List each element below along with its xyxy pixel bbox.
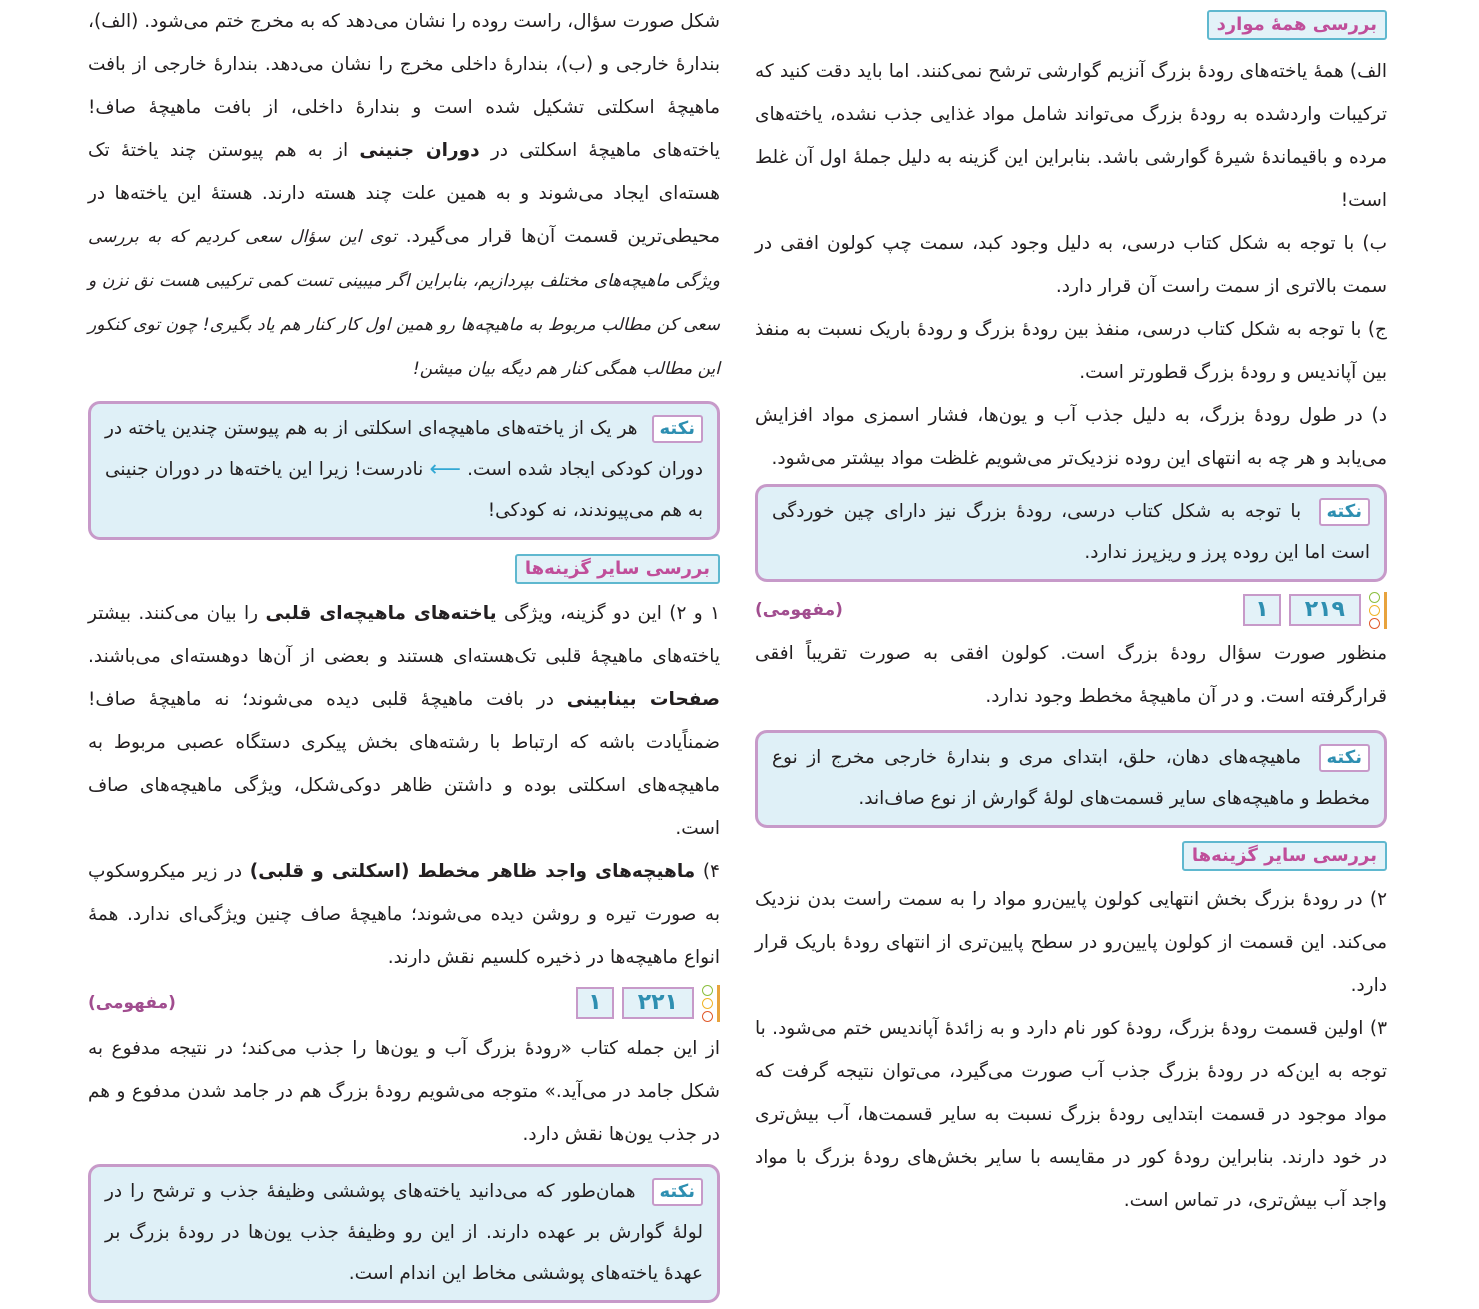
paragraph-be: ب) با توجه به شکل کتاب درسی، به دلیل وجود کبد، سمت چپ کولون افقی در سمت بالاتری از سمت راست آن قرار دارد.: [755, 233, 1387, 297]
note-tag: نکته: [1319, 498, 1371, 526]
section-heading-other-options: بررسی سایر گزینه‌ها: [515, 554, 720, 584]
note-box: [755, 730, 1387, 828]
note-tag: نکته: [652, 1178, 704, 1206]
section-heading-all-items: بررسی همهٔ موارد: [1207, 10, 1387, 40]
question-number: ۲۱۹: [1289, 594, 1361, 626]
paragraph-option-2: ۲) در رودهٔ بزرگ بخش انتهایی کولون پایین‌رو مواد را به سمت راست بدن نزدیک می‌کند. این قسمت از کولون پایین‌رو در سطح پایین‌تری از انتهای رودهٔ باریک قرار دارد.: [755, 889, 1387, 996]
paragraph-jim: ج) با توجه به شکل کتاب درسی، منفذ بین رودهٔ بزرگ و رودهٔ باریک نسبت به منفذ بین آپاندیس و رودهٔ بزرگ قطورتر است.: [755, 319, 1387, 383]
note-box: [755, 484, 1387, 582]
note-tag: نکته: [1319, 744, 1371, 772]
question-header: [88, 979, 720, 1027]
paragraph-dal: د) در طول رودهٔ بزرگ، به دلیل جذب آب و یون‌ها، فشار اسمزی مواد افزایش می‌یابد و هر چه به انتهای این روده نزدیک‌تر می‌شویم غلظت مواد بیشتر می‌شود.: [755, 405, 1387, 469]
note-box: [88, 401, 720, 540]
question-type: (مفهومی): [755, 600, 843, 620]
section-heading-wrap: [88, 546, 720, 592]
note-text: ماهیچه‌های دهان، حلق، ابتدای مری و بندارهٔ خارجی مخرج از نوع مخطط و ماهیچه‌های سایر قسمت‌های لولهٔ گوارش از نوع صاف‌اند.: [772, 747, 1370, 809]
note-tag: نکته: [652, 415, 704, 443]
note-text: هر یک از یاخته‌های ماهیچه‌ای اسکلتی از به هم پیوستن چندین یاخته در دوران کودکی ایجاد شده است.: [105, 418, 703, 480]
paragraph-alef: الف) همهٔ یاخته‌های رودهٔ بزرگ آنزیم گوارشی ترشح نمی‌کنند. اما باید دقت کنید که ترکیبات واردشده به رودهٔ بزرگ می‌تواند شامل مواد غذایی جذب نشده، یاخته‌های مرده و باقیماندهٔ شیرهٔ گوارشی باشد. بنابراین این گزینه به دلیل جملهٔ اول آن غلط است!: [755, 61, 1387, 211]
difficulty-faces-icon: [1369, 592, 1387, 629]
answer-option: ۱: [1243, 594, 1280, 626]
section-heading-wrap: [755, 0, 1387, 50]
section-heading-wrap: [755, 834, 1387, 878]
note-text: همان‌طور که می‌دانید یاخته‌های پوششی وظیفهٔ جذب و ترشح را در لولهٔ گوارش بر عهده دارند. از این رو وظیفهٔ جذب یون‌ها در رودهٔ بزرگ بر عهدهٔ یاخته‌های پوششی مخاط این اندام است.: [105, 1181, 703, 1284]
question-number: ۲۲۱: [622, 987, 694, 1019]
paragraph-answer: منظور صورت سؤال رودهٔ بزرگ است. کولون افقی به صورت تقریباً افقی قرارگرفته است. و در آن ماهیچهٔ مخطط وجود ندارد.: [755, 643, 1387, 707]
right-column: [755, 0, 1387, 1222]
paragraph-option-4: ۴) ماهیچه‌های واجد ظاهر مخطط (اسکلتی و قلبی) در زیر میکروسکوپ به صورت تیره و روشن دیده می‌شوند؛ ماهیچهٔ صاف چنین ویژگی‌ای ندارد. همهٔ انواع ماهیچه‌ها در ذخیره کلسیم نقش دارند.: [88, 861, 720, 968]
left-column: [88, 0, 720, 1309]
paragraph-answer: از این جمله کتاب «رودهٔ بزرگ آب و یون‌ها را جذب می‌کند؛ در نتیجه مدفوع به شکل جامد در می‌آید.» متوجه می‌شویم رودهٔ بزرگ هم در جامد شدن مدفوع و هم در جذب یون‌ها نقش دارد.: [88, 1038, 720, 1145]
paragraph-options-1-2: ۱ و ۲) این دو گزینه، ویژگی یاخته‌های ماهیچه‌ای قلبی را بیان می‌کنند. بیشتر یاخته‌های ماهیچهٔ قلبی تک‌هسته‌ای هستند و بعضی از آن‌ها دوهسته‌ای می‌باشند. صفحات بینابینی در بافت ماهیچهٔ قلبی دیده می‌شوند؛ نه ماهیچهٔ صاف! ضمناًیادت باشه که ارتباط با رشته‌های بخش پیکری دستگاه عصبی مربوط به ماهیچه‌های اسکلتی بوده و داشتن ظاهر دوکی‌شکل، ویژگی ماهیچه‌های صاف است.: [88, 603, 721, 839]
paragraph-intro: شکل صورت سؤال، راست روده را نشان می‌دهد که به مخرج ختم می‌شود. (الف)، بندارهٔ خارجی و (ب)، بندارهٔ داخلی مخرج را نشان می‌دهد. بندارهٔ خارجی از بافت ماهیچهٔ اسکلتی تشکیل شده است و بندارهٔ داخلی، از بافت ماهیچهٔ صاف! یاخته‌های ماهیچهٔ اسکلتی در دوران جنینی از به هم پیوستن چند یاختهٔ تک هسته‌ای ایجاد می‌شوند و به همین علت چند هسته دارند. هستهٔ این یاخته‌ها در محیطی‌ترین قسمت آن‌ها قرار می‌گیرد. توی این سؤال سعی کردیم که به بررسی ویژگی ماهیچه‌های مختلف بپردازیم، بنابراین اگر میبینی تست کمی ترکیبی هست نق نزن و سعی کن مطالب مربوط به ماهیچه‌ها رو همین اول کار کنار هم یاد بگیری! چون توی کنکور این مطالب همگی کنار هم دیگه بیان میشن!: [88, 11, 720, 379]
difficulty-faces-icon: [702, 985, 720, 1022]
paragraph-option-3: ۳) اولین قسمت رودهٔ بزرگ، رودهٔ کور نام دارد و به زائدهٔ آپاندیس ختم می‌شود. با توجه به این‌که در رودهٔ بزرگ جذب آب صورت می‌گیرد، می‌توان نتیجه گرفت که مواد موجود در قسمت ابتدایی رودهٔ بزرگ نسبت به سایر قسمت‌ها، آب بیش‌تری در خود دارند. بنابراین رودهٔ کور در مقایسه با سایر بخش‌های رودهٔ بزرگ با مواد واجد آب بیش‌تری، در تماس است.: [755, 1018, 1387, 1211]
answer-option: ۱: [576, 987, 613, 1019]
arrow-left-icon: ⟵: [429, 457, 461, 482]
note-box: [88, 1164, 720, 1303]
note-text: با توجه به شکل کتاب درسی، رودهٔ بزرگ نیز دارای چین خوردگی است اما این روده پرز و ریزپرز ندارد.: [772, 501, 1370, 563]
question-type: (مفهومی): [88, 993, 176, 1013]
question-header: [755, 588, 1387, 632]
section-heading-other-options: بررسی سایر گزینه‌ها: [1182, 841, 1387, 871]
italic-tip: توی این سؤال سعی کردیم که به بررسی ویژگی ماهیچه‌های مختلف بپردازیم، بنابراین اگر میبینی تست کمی ترکیبی هست نق نزن و سعی کن مطالب مربوط به ماهیچه‌ها رو همین اول کار کنار هم یاد بگیری! چون توی کنکور این مطالب همگی کنار هم دیگه بیان میشن!: [88, 227, 720, 379]
note-text: نادرست! زیرا این یاخته‌ها در دوران جنینی به هم می‌پیوندند، نه کودکی!: [105, 459, 703, 521]
